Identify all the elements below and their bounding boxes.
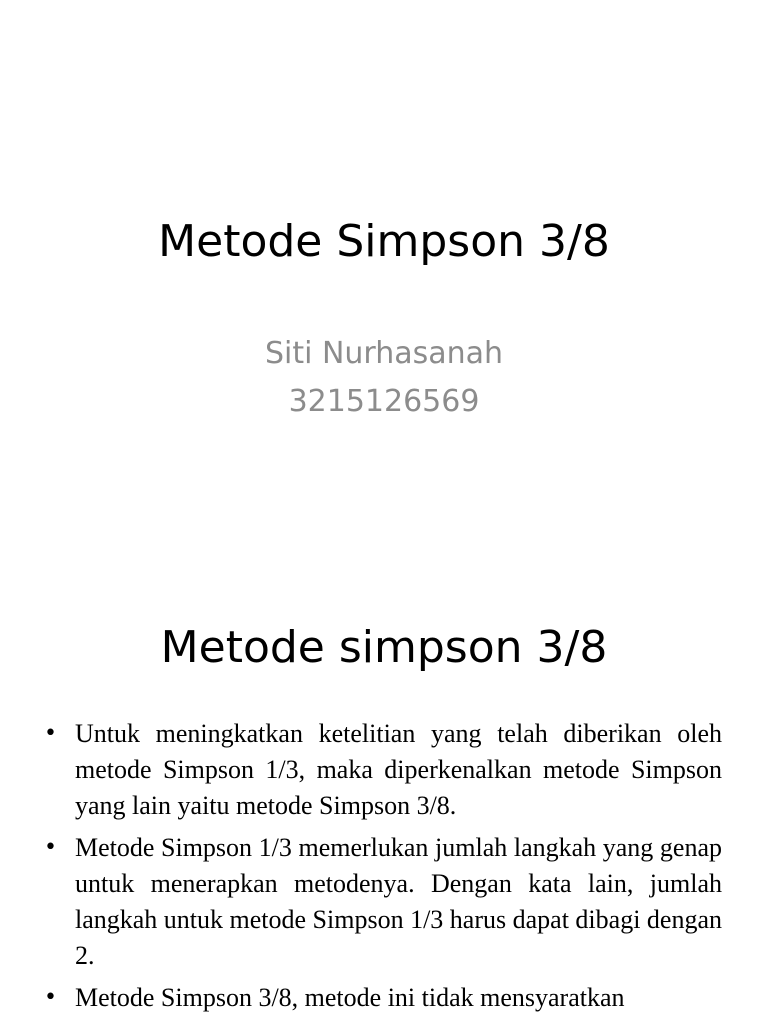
slide-subtitle [0, 330, 768, 426]
bullet-icon: • [44, 721, 57, 746]
slide-title: Metode simpson 3/8 [160, 622, 608, 673]
author-name: Siti Nurhasanah [264, 336, 504, 371]
bullet-text: Metode Simpson 3/8, metode ini tidak mensyaratkan [75, 983, 625, 1012]
bullet-icon: • [44, 985, 57, 1010]
slide-title: Metode Simpson 3/8 [158, 216, 610, 267]
bullet-item [44, 980, 722, 1016]
bullet-text: Metode Simpson 1/3 memerlukan jumlah langkah yang genap untuk menerapkan metodenya. Dengan kata lain, jumlah langkah untuk metode Simpson 1/3 harus dapat dibagi dengan 2. [75, 833, 722, 970]
content-slide [0, 576, 768, 1024]
bullet-item [44, 716, 722, 824]
bullet-text: Untuk meningkatkan ketelitian yang telah diberikan oleh metode Simpson 1/3, maka diperkenalkan metode Simpson yang lain yaitu metode Simpson 3/8. [75, 719, 722, 820]
bullet-icon: • [44, 835, 57, 860]
bullet-list [44, 716, 722, 1022]
student-id: 3215126569 [288, 384, 480, 419]
bullet-item [44, 830, 722, 974]
